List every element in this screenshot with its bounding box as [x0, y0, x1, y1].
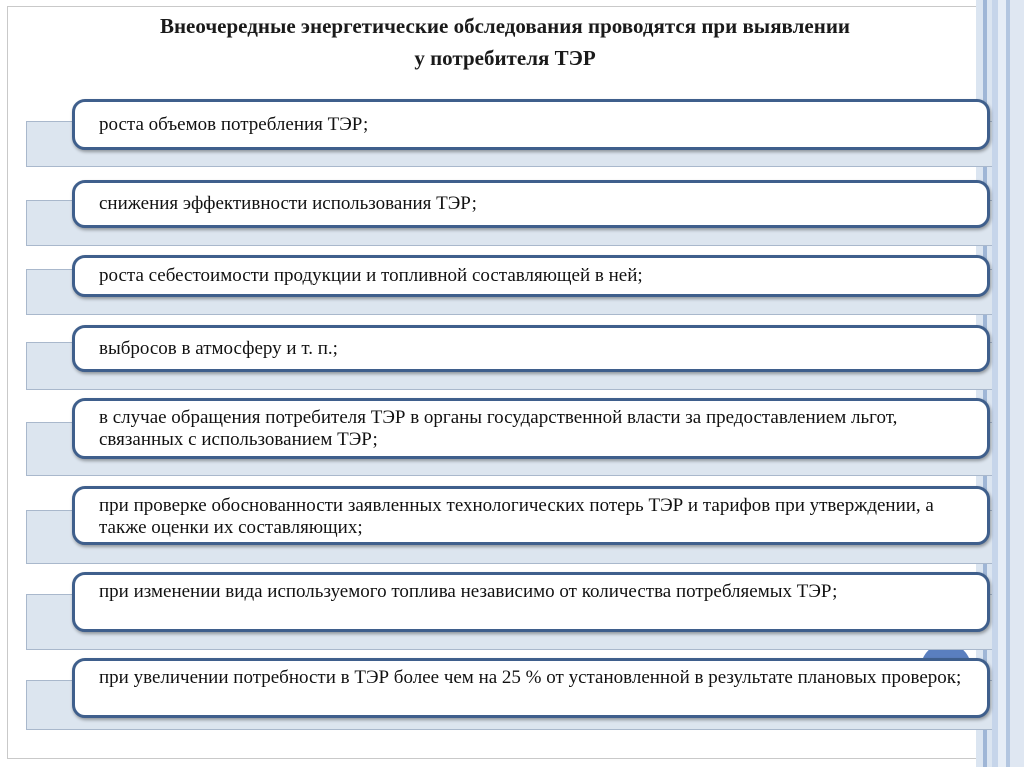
list-item-text: при изменении вида используемого топлива независимо от количества потребляемых ТЭР;: [99, 581, 838, 602]
list-item-1: [24, 99, 992, 150]
list-item-text: роста объемов потребления ТЭР;: [99, 113, 369, 135]
list-item-box: [72, 255, 990, 297]
list-item-box: [72, 486, 990, 545]
list-item-box: [72, 180, 990, 228]
list-item-text: при увеличении потребности в ТЭР более чем на 25 % от установленной в результате плановых проверок;: [99, 667, 962, 688]
slide-title-line-1: Внеочередные энергетические обследования проводятся при выявлении: [159, 14, 851, 38]
list-item-5: [24, 398, 992, 459]
list-item-text: снижения эффективности использования ТЭР;: [99, 193, 477, 214]
list-item-3: [24, 255, 992, 297]
list-item-box: [72, 325, 990, 372]
slide-title: [60, 10, 950, 74]
list-item-box: [72, 99, 990, 150]
list-item-box: [72, 658, 990, 718]
list-item-8: [24, 658, 992, 718]
list-item-box: [72, 572, 990, 632]
list-item-4: [24, 325, 992, 372]
list-item-2: [24, 180, 992, 228]
list-item-text: при проверке обоснованности заявленных технологических потерь ТЭР и тарифов при утверждении, а также оценки их составляющих;: [99, 495, 934, 538]
list-item-text: роста себестоимости продукции и топливной составляющей в ней;: [99, 265, 643, 286]
list-item-6: [24, 486, 992, 545]
list-item-7: [24, 572, 992, 632]
list-item-text: в случае обращения потребителя ТЭР в органы государственной власти за предоставлением льгот, связанных с использованием ТЭР;: [99, 407, 898, 450]
list-item-text: выбросов в атмосферу и т. п.;: [99, 337, 338, 359]
slide-title-line-2: у потребителя ТЭР: [414, 46, 596, 70]
list-item-box: [72, 398, 990, 459]
